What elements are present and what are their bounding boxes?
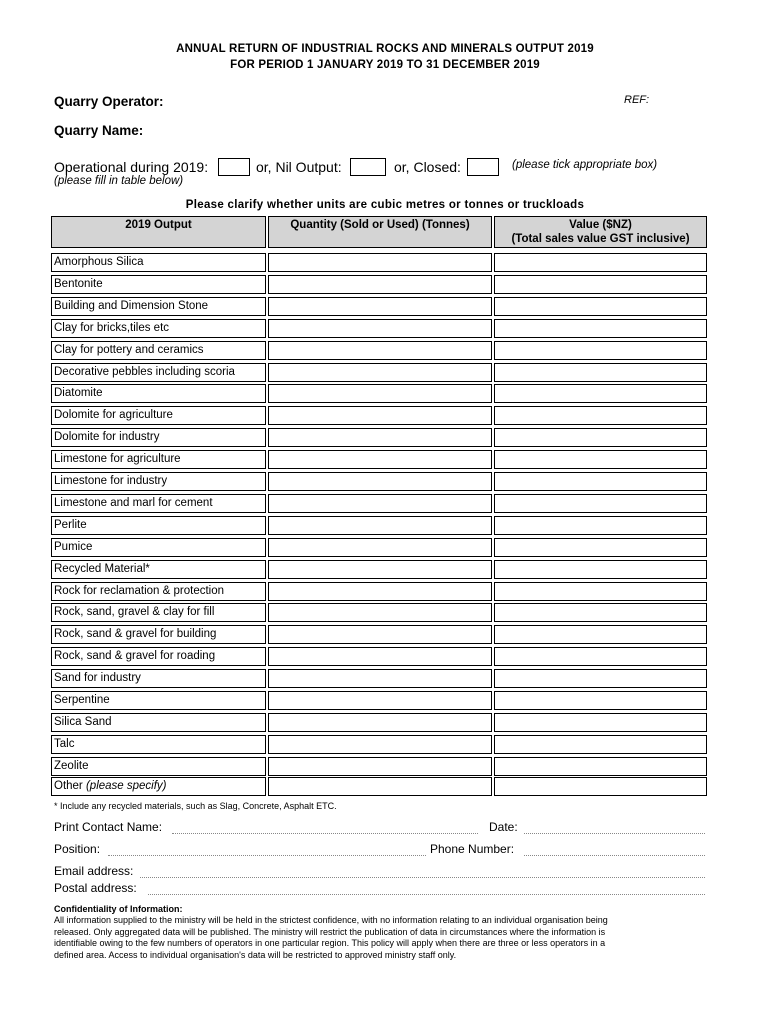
operational-label: Operational during 2019: xyxy=(54,159,209,175)
quantity-input[interactable] xyxy=(268,757,492,776)
confidentiality-heading: Confidentiality of Information: xyxy=(54,904,183,914)
table-row-other xyxy=(0,777,770,796)
value-input[interactable] xyxy=(494,428,707,447)
quantity-input[interactable] xyxy=(268,516,492,535)
row-label: Limestone and marl for cement xyxy=(51,494,266,513)
quantity-input[interactable] xyxy=(268,713,492,732)
value-input[interactable] xyxy=(494,582,707,601)
quantity-input-other[interactable] xyxy=(268,777,492,796)
value-input[interactable] xyxy=(494,647,707,666)
value-input[interactable] xyxy=(494,319,707,338)
row-label-other xyxy=(51,777,266,796)
date-field[interactable] xyxy=(524,832,705,834)
row-label: Limestone for industry xyxy=(51,472,266,491)
closed-label: or, Closed: xyxy=(394,159,461,175)
row-label: Dolomite for industry xyxy=(51,428,266,447)
quantity-input[interactable] xyxy=(268,647,492,666)
value-input[interactable] xyxy=(494,669,707,688)
value-input[interactable] xyxy=(494,757,707,776)
units-clarify-note: Please clarify whether units are cubic metres or tonnes or truckloads xyxy=(185,199,585,211)
value-input[interactable] xyxy=(494,560,707,579)
quantity-input[interactable] xyxy=(268,494,492,513)
row-label: Serpentine xyxy=(51,691,266,710)
col-header-quantity: Quantity (Sold or Used) (Tonnes) xyxy=(268,216,492,248)
date-label: Date: xyxy=(489,820,518,834)
value-input[interactable] xyxy=(494,494,707,513)
value-input[interactable] xyxy=(494,297,707,316)
table-row xyxy=(0,713,770,732)
table-row xyxy=(0,275,770,294)
table-row xyxy=(0,384,770,403)
quantity-input[interactable] xyxy=(268,275,492,294)
postal-field[interactable] xyxy=(148,893,705,895)
row-label: Pumice xyxy=(51,538,266,557)
table-row xyxy=(0,691,770,710)
row-label: Clay for pottery and ceramics xyxy=(51,341,266,360)
col-header-value-line1: Value ($NZ) xyxy=(569,219,632,231)
quantity-input[interactable] xyxy=(268,538,492,557)
value-input[interactable] xyxy=(494,363,707,382)
phone-label: Phone Number: xyxy=(430,842,515,856)
table-row xyxy=(0,647,770,666)
quantity-input[interactable] xyxy=(268,691,492,710)
row-label: Building and Dimension Stone xyxy=(51,297,266,316)
table-row xyxy=(0,560,770,579)
confidentiality-line: identifiable owing to the few numbers of operators in one particular region. This policy will apply when there are three or less operators in a xyxy=(54,938,606,948)
quantity-input[interactable] xyxy=(268,625,492,644)
row-label: Rock for reclamation & protection xyxy=(51,582,266,601)
row-label: Zeolite xyxy=(51,757,266,776)
fill-note: (please fill in table below) xyxy=(54,175,184,187)
nil-output-checkbox[interactable] xyxy=(350,158,386,176)
quantity-input[interactable] xyxy=(268,297,492,316)
quantity-input[interactable] xyxy=(268,582,492,601)
table-row xyxy=(0,538,770,557)
quantity-input[interactable] xyxy=(268,363,492,382)
row-label: Dolomite for agriculture xyxy=(51,406,266,425)
table-row xyxy=(0,735,770,754)
quarry-operator-label: Quarry Operator: xyxy=(54,94,164,109)
row-label: Sand for industry xyxy=(51,669,266,688)
ref-label: REF: xyxy=(624,94,650,106)
row-label: Amorphous Silica xyxy=(51,253,266,272)
quantity-input[interactable] xyxy=(268,341,492,360)
email-field[interactable] xyxy=(140,876,705,878)
contact-name-field[interactable] xyxy=(172,832,478,834)
confidentiality-text xyxy=(54,915,714,961)
position-field[interactable] xyxy=(108,854,426,856)
confidentiality-line: released. Only aggregated data will be published. The ministry will restrict the publication of data in circumstances where the information is xyxy=(54,926,606,937)
row-label: Rock, sand, gravel & clay for fill xyxy=(51,603,266,622)
quantity-input[interactable] xyxy=(268,560,492,579)
value-input[interactable] xyxy=(494,713,707,732)
table-row xyxy=(0,472,770,491)
quantity-input[interactable] xyxy=(268,450,492,469)
quantity-input[interactable] xyxy=(268,253,492,272)
table-row xyxy=(0,428,770,447)
phone-field[interactable] xyxy=(524,854,705,856)
table-row xyxy=(0,603,770,622)
value-input[interactable] xyxy=(494,406,707,425)
value-input[interactable] xyxy=(494,341,707,360)
value-input[interactable] xyxy=(494,253,707,272)
value-input[interactable] xyxy=(494,472,707,491)
quantity-input[interactable] xyxy=(268,406,492,425)
quantity-input[interactable] xyxy=(268,319,492,338)
form-title-line2: FOR PERIOD 1 JANUARY 2019 TO 31 DECEMBER 2019 xyxy=(230,59,540,71)
value-input[interactable] xyxy=(494,735,707,754)
col-header-value xyxy=(494,216,707,248)
value-input[interactable] xyxy=(494,450,707,469)
value-input[interactable] xyxy=(494,538,707,557)
confidentiality-line: defined area. Access to individual organisation's data will be restricted to approved ministry staff only. xyxy=(54,949,457,960)
value-input-other[interactable] xyxy=(494,777,707,796)
table-row xyxy=(0,757,770,776)
postal-label: Postal address: xyxy=(54,881,137,895)
quantity-input[interactable] xyxy=(268,428,492,447)
table-row xyxy=(0,253,770,272)
quarry-name-label: Quarry Name: xyxy=(54,123,144,138)
row-label: Rock, sand & gravel for building xyxy=(51,625,266,644)
col-header-value-line2: (Total sales value GST inclusive) xyxy=(511,233,690,245)
row-label: Bentonite xyxy=(51,275,266,294)
form-title-line1: ANNUAL RETURN OF INDUSTRIAL ROCKS AND MINERALS OUTPUT 2019 xyxy=(176,43,594,55)
tick-note: (please tick appropriate box) xyxy=(512,159,658,171)
table-row xyxy=(0,319,770,338)
other-label: Other xyxy=(54,780,83,792)
value-input[interactable] xyxy=(494,384,707,403)
closed-checkbox[interactable] xyxy=(467,158,499,176)
row-label: Clay for bricks,tiles etc xyxy=(51,319,266,338)
value-input[interactable] xyxy=(494,691,707,710)
value-input[interactable] xyxy=(494,516,707,535)
email-label: Email address: xyxy=(54,864,134,878)
table-row xyxy=(0,450,770,469)
table-row xyxy=(0,363,770,382)
value-input[interactable] xyxy=(494,625,707,644)
table-row xyxy=(0,406,770,425)
row-label: Perlite xyxy=(51,516,266,535)
row-label: Decorative pebbles including scoria xyxy=(51,363,266,382)
table-row xyxy=(0,297,770,316)
operational-checkbox[interactable] xyxy=(218,158,250,176)
col-header-output: 2019 Output xyxy=(51,216,266,248)
table-row xyxy=(0,494,770,513)
confidentiality-line: All information supplied to the ministry will be held in the strictest confidence, with no information relating to an individual organisation being xyxy=(54,915,608,925)
value-input[interactable] xyxy=(494,603,707,622)
value-input[interactable] xyxy=(494,275,707,294)
position-label: Position: xyxy=(54,842,101,856)
quantity-input[interactable] xyxy=(268,735,492,754)
row-label: Silica Sand xyxy=(51,713,266,732)
row-label: Diatomite xyxy=(51,384,266,403)
table-row xyxy=(0,625,770,644)
quantity-input[interactable] xyxy=(268,472,492,491)
quantity-input[interactable] xyxy=(268,669,492,688)
table-row xyxy=(0,516,770,535)
table-row xyxy=(0,669,770,688)
recycled-footnote: * Include any recycled materials, such as Slag, Concrete, Asphalt ETC. xyxy=(54,801,337,811)
nil-output-label: or, Nil Output: xyxy=(256,159,342,175)
row-label: Recycled Material* xyxy=(51,560,266,579)
quantity-input[interactable] xyxy=(268,603,492,622)
table-row xyxy=(0,582,770,601)
row-label: Limestone for agriculture xyxy=(51,450,266,469)
table-row xyxy=(0,341,770,360)
row-label: Rock, sand & gravel for roading xyxy=(51,647,266,666)
row-label: Talc xyxy=(51,735,266,754)
quantity-input[interactable] xyxy=(268,384,492,403)
contact-name-label: Print Contact Name: xyxy=(54,820,163,834)
other-hint: (please specify) xyxy=(85,780,167,792)
